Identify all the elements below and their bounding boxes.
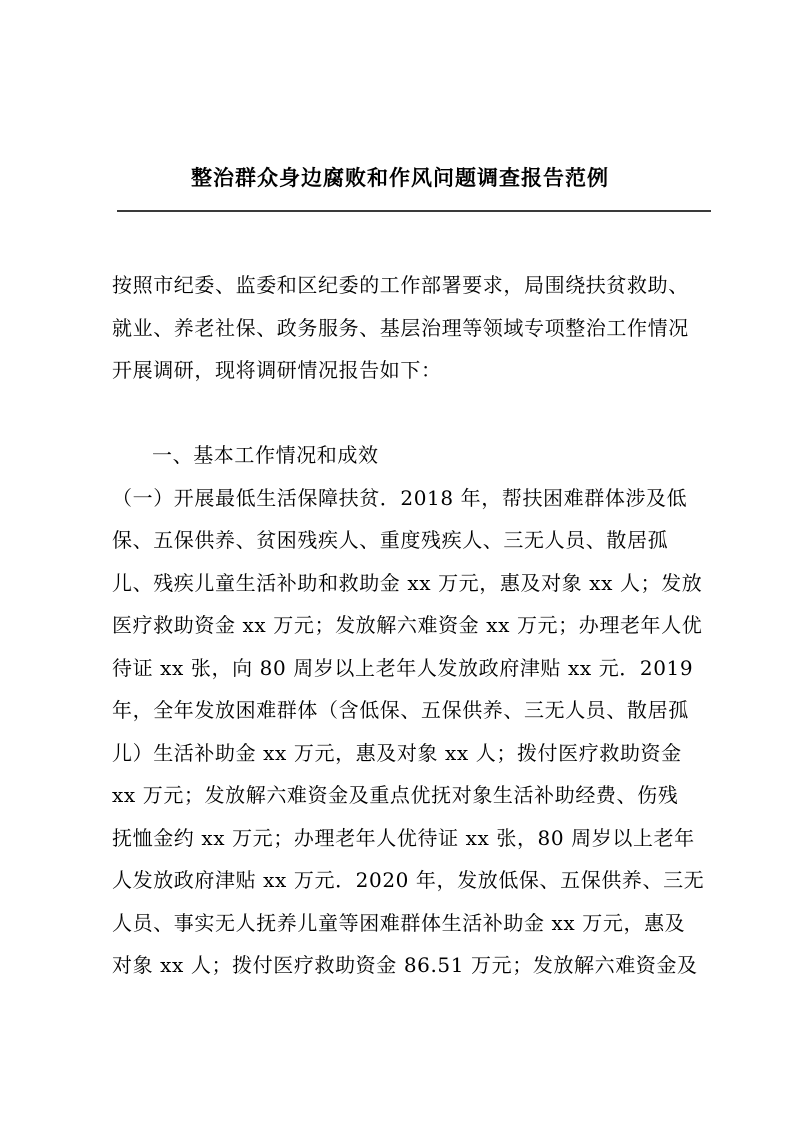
- body-line: 人员、事实无人抚养儿童等困难群体生活补助金 xx 万元，惠及: [112, 911, 686, 935]
- body-line: 儿）生活补助金 xx 万元，惠及对象 xx 人；拨付医疗救助资金: [112, 741, 682, 765]
- body-line: 医疗救助资金 xx 万元；发放解六难资金 xx 万元；办理老年人优: [112, 613, 703, 637]
- intro-line: 开展调研，现将调研情况报告如下：: [112, 358, 442, 382]
- section-heading: 一、基本工作情况和成效: [152, 443, 379, 467]
- body-line: 儿、残疾儿童生活补助和救助金 xx 万元，惠及对象 xx 人；发放: [112, 571, 703, 595]
- body-line: 对象 xx 人；拨付医疗救助资金 86.51 万元；发放解六难资金及: [112, 953, 698, 977]
- document-title: 整治群众身边腐败和作风问题调查报告范例: [191, 165, 609, 190]
- body-line: 待证 xx 张，向 80 周岁以上老年人发放政府津贴 xx 元．2019: [112, 656, 694, 680]
- body-line: 人发放政府津贴 xx 万元．2020 年，发放低保、五保供养、三无: [112, 868, 705, 892]
- body-line: （一）开展最低生活保障扶贫．2018 年，帮扶困难群体涉及低: [112, 486, 688, 510]
- title-divider: [117, 210, 711, 212]
- intro-line: 按照市纪委、监委和区纪委的工作部署要求，局围绕扶贫救助、: [112, 273, 689, 297]
- body-line: 抚恤金约 xx 万元；办理老年人优待证 xx 张，80 周岁以上老年: [112, 826, 695, 850]
- body-line: xx 万元；发放解六难资金及重点优抚对象生活补助经费、伤残: [112, 783, 679, 807]
- body-line: 保、五保供养、贫困残疾人、重度残疾人、三无人员、散居孤: [112, 528, 669, 552]
- body-line: 年，全年发放困难群体（含低保、五保供养、三无人员、散居孤: [112, 698, 689, 722]
- intro-line: 就业、养老社保、政务服务、基层治理等领域专项整治工作情况: [112, 316, 689, 340]
